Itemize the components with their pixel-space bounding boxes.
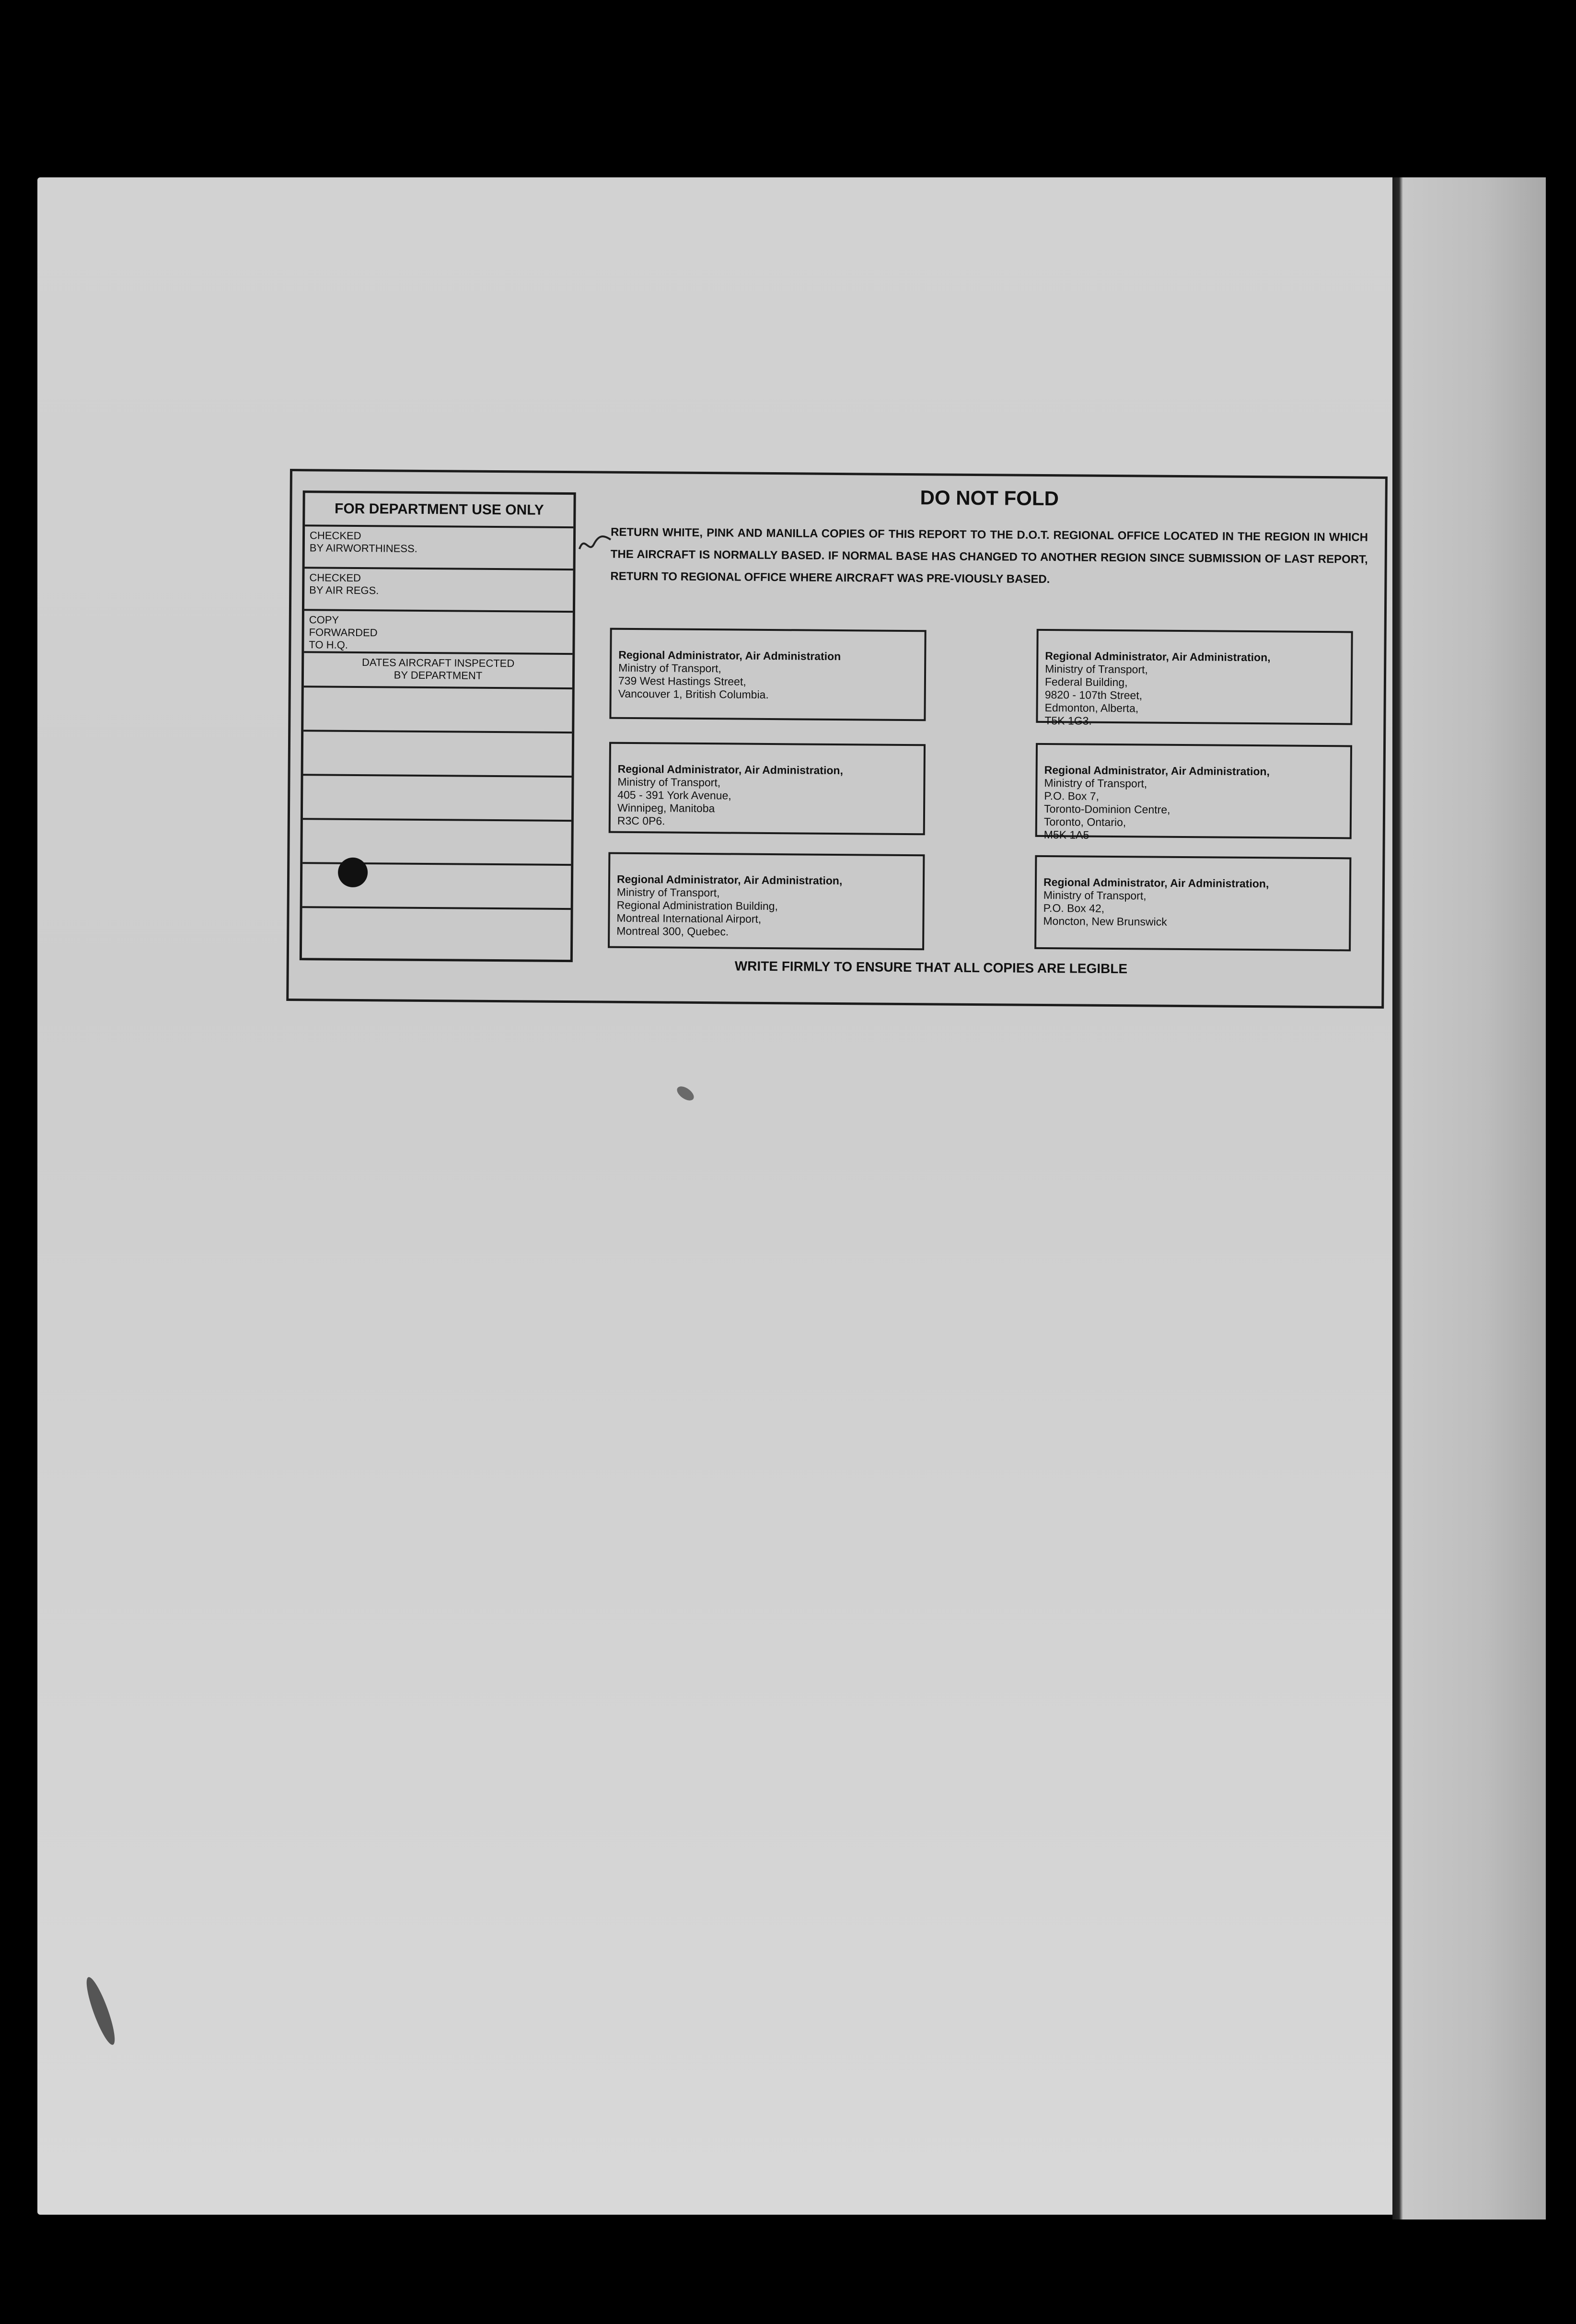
handwritten-mark <box>575 530 613 559</box>
office-address: Ministry of Transport, P.O. Box 7, Toronto-Dominion Centre, Toronto, Ontario, M5K 1A5 <box>1043 777 1170 841</box>
office-toronto <box>1035 743 1352 839</box>
department-use-title: FOR DEPARTMENT USE ONLY <box>305 493 573 528</box>
checked-air-regs-row: CHECKED BY AIR REGS. <box>304 569 573 613</box>
do-not-fold-title: DO NOT FOLD <box>920 486 1059 510</box>
office-heading: Regional Administrator, Air Administration, <box>1045 650 1271 664</box>
office-moncton <box>1034 855 1351 952</box>
office-edmonton <box>1036 629 1353 725</box>
date-entry-row <box>302 820 571 866</box>
legibility-note: WRITE FIRMLY TO ENSURE THAT ALL COPIES ARE LEGIBLE <box>734 958 1128 976</box>
office-address: Ministry of Transport, 739 West Hastings Street, Vancouver 1, British Columbia. <box>618 661 769 701</box>
punch-hole <box>338 858 368 887</box>
page-edge <box>1392 177 1546 2219</box>
office-heading: Regional Administrator, Air Administration, <box>617 762 843 777</box>
dates-inspected-header: DATES AIRCRAFT INSPECTED BY DEPARTMENT <box>304 653 572 689</box>
return-instructions: RETURN WHITE, PINK AND MANILLA COPIES OF THIS REPORT TO THE D.O.T. REGIONAL OFFICE LOCATED IN THE REGION IN WHICH THE AIRCRAFT IS NORMALLY BASED. IF NORMAL BASE HAS CHANGED TO ANOTHER REGION SINCE SUBMISSION OF LAST REPORT, RETURN TO REGIONAL OFFICE WHERE AIRCRAFT WAS PRE-VIOUSLY BASED. <box>610 525 1368 586</box>
office-heading: Regional Administrator, Air Administration, <box>1043 875 1269 890</box>
office-winnipeg <box>609 742 926 836</box>
department-use-box <box>300 490 576 962</box>
office-heading: Regional Administrator, Air Administration <box>618 648 841 663</box>
checked-airworthiness-row: CHECKED BY AIRWORTHINESS. <box>305 526 574 570</box>
office-montreal <box>608 852 925 951</box>
office-address: Ministry of Transport, Federal Building, 9820 - 107th Street, Edmonton, Alberta, T5K 1G3. <box>1044 662 1148 727</box>
office-vancouver <box>609 628 926 721</box>
office-address: Ministry of Transport, P.O. Box 42, Moncton, New Brunswick <box>1043 888 1167 928</box>
office-address: Ministry of Transport, 405 - 391 York Avenue, Winnipeg, Manitoba R3C 0P6. <box>617 775 731 827</box>
office-heading: Regional Administrator, Air Administration, <box>1044 764 1270 778</box>
date-entry-row <box>303 732 572 778</box>
office-heading: Regional Administrator, Air Administration, <box>616 872 843 887</box>
department-form-card <box>286 469 1388 1009</box>
date-entry-row <box>303 687 572 733</box>
office-address: Ministry of Transport, Regional Administration Building, Montreal International Airport, Montreal 300, Quebec. <box>616 885 778 938</box>
copy-forwarded-row: COPY FORWARDED TO H.Q. <box>304 611 573 655</box>
date-entry-row <box>303 776 572 822</box>
